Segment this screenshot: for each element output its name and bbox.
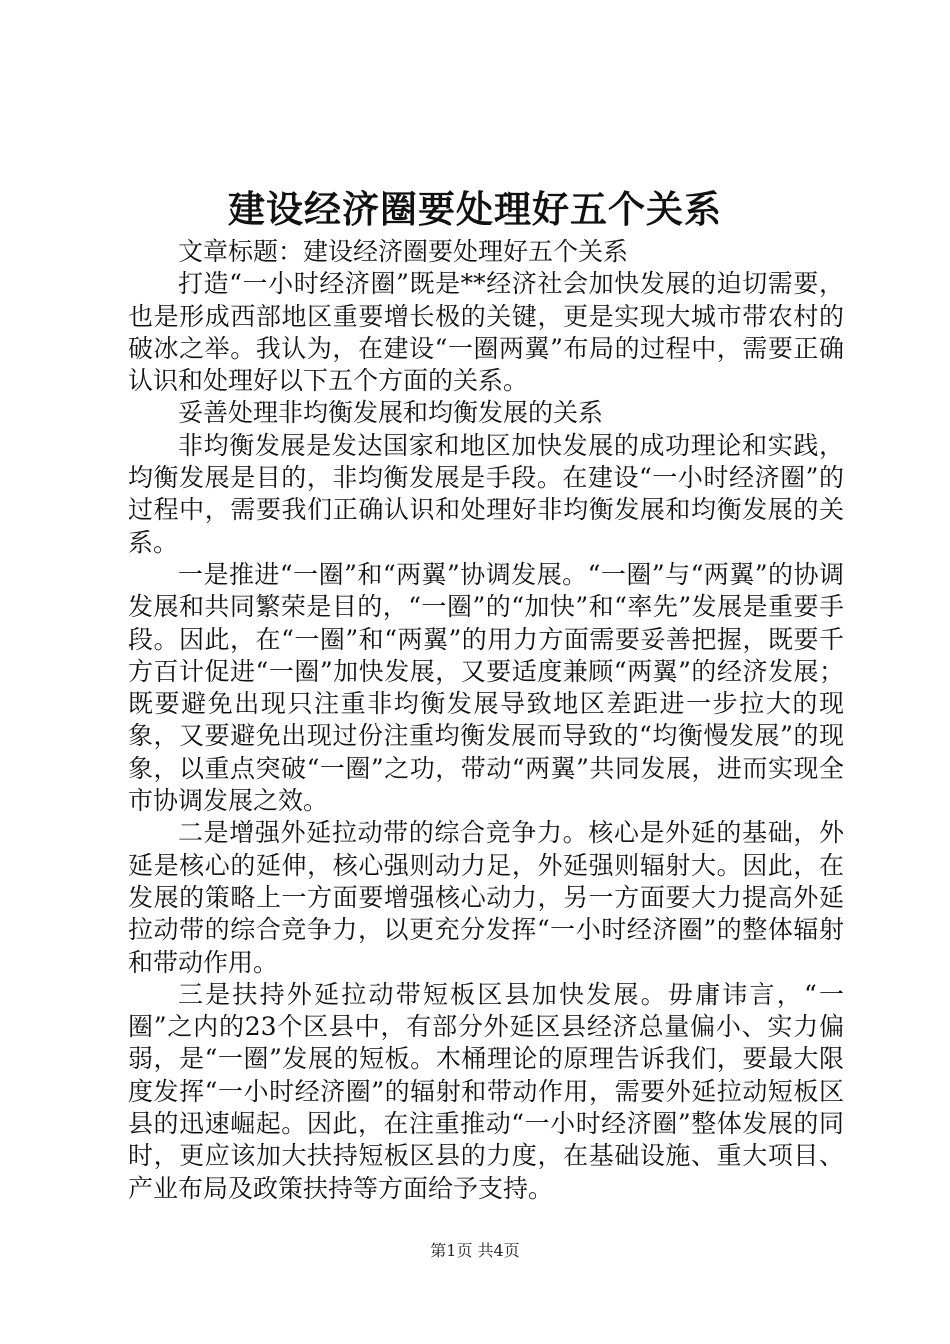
section-heading: 妥善处理非均衡发展和均衡发展的关系	[178, 398, 604, 428]
body-paragraph: 非均衡发展是发达国家和地区加快发展的成功理论和实践，均衡发展是目的，非均衡发展是手段。在建设“一小时经济圈”的过程中，需要我们正确认识和处理好非均衡发展和均衡发展的关系。	[128, 430, 844, 557]
document-title: 建设经济圈要处理好五个关系	[228, 187, 722, 231]
article-title-line: 文章标题：建设经济圈要处理好五个关系	[178, 237, 629, 266]
body-paragraph: 一是推进“一圈”和“两翼”协调发展。“一圈”与“两翼”的协调发展和共同繁荣是目的，“一圈”的“加快”和“率先”发展是重要手段。因此，在“一圈”和“两翼”的用力方面需要妥善把握，既要千方百计促进“一圈”加快发展，又要适度兼顾“两翼”的经济发展；既要避免出现只注重非均衡发展导致地区差距进一步拉大的现象，又要避免出现过份注重均衡发展而导致的“均衡慢发展”的现象，以重点突破“一圈”之功，带动“两翼”共同发展，进而实现全市协调发展之效。	[128, 559, 844, 816]
page-footer: 第1页 共4页	[430, 1241, 520, 1260]
body-paragraph: 三是扶持外延拉动带短板区县加快发展。毋庸讳言，“一圈”之内的23个区县中，有部分外延区县经济总量偏小、实力偏弱，是“一圈”发展的短板。木桶理论的原理告诉我们，要最大限度发挥“一小时经济圈”的辐射和带动作用，需要外延拉动短板区县的迅速崛起。因此，在注重推动“一小时经济圈”整体发展的同时，更应该加大扶持短板区县的力度，在基础设施、重大项目、产业布局及政策扶持等方面给予支持。	[128, 979, 844, 1203]
document-body	[128, 236, 844, 1205]
intro-paragraph: 打造“一小时经济圈”既是**经济社会加快发展的迫切需要，也是形成西部地区重要增长极的关键，更是实现大城市带农村的破冰之举。我认为，在建设“一圈两翼”布局的过程中，需要正确认识和处理好以下五个方面的关系。	[128, 269, 844, 396]
body-paragraph: 二是增强外延拉动带的综合竞争力。核心是外延的基础，外延是核心的延伸，核心强则动力足，外延强则辐射大。因此，在发展的策略上一方面要增强核心动力，另一方面要大力提高外延拉动带的综合竞争力，以更充分发挥“一小时经济圈”的整体辐射和带动作用。	[128, 818, 844, 977]
